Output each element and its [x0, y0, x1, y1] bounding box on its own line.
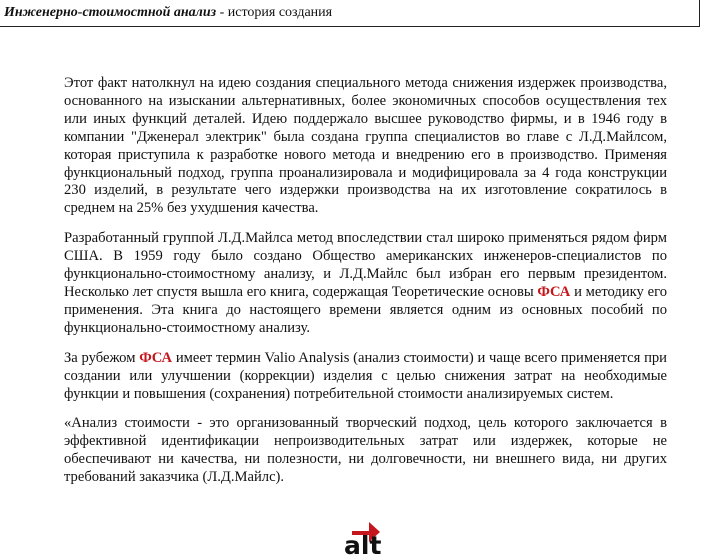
paragraph-4: «Анализ стоимости - это организованный творческий подход, цель которого заключается в эффективной идентификации непроизводительных затрат или издержек, которые не обеспечивают ни качества, ни полезности, ни долговечности, ни внешнего вида, ни других требований заказчика (Л.Д.Майлс).: [64, 415, 667, 486]
page-title-main: Инженерно-стоимостной анализ: [4, 5, 217, 20]
alt-logo: [338, 518, 382, 555]
main-text: [64, 75, 667, 499]
page-title: [4, 5, 332, 21]
alt-logo-graphic: [338, 518, 382, 555]
paragraph-2-text-a: Разработанный группой Л.Д.Майлса метод впоследствии стал широко применяться рядом фирм США. В 1959 году было создано Общество американских инженеров-специалистов по функционально-стоимостному анализу, и Л.Д.Майлс был избран его первым президентом. Несколько лет спустя вышла его книга, содержащая Теоретические основы: [64, 230, 667, 300]
page-title-subtitle: - история создания: [216, 5, 333, 20]
paragraph-3-text-b: имеет термин Valio Analysis (анализ стоимости) и чаще всего применяется при создании или улучшении (коррекции) изделия с целью снижения затрат на необходимые функции и повышения (сохранения) потребительной стоимости анализируемых систем.: [64, 349, 667, 402]
paragraph-2: [64, 230, 667, 337]
fca-term: ФСА: [537, 283, 571, 300]
paragraph-2-text-b: и методику его применения. Эта книга до настоящего времени является одним из основных пособий по функционально-стоимостному анализу.: [64, 283, 667, 336]
paragraph-3: [64, 350, 667, 404]
header-right-rule: [699, 0, 700, 26]
paragraph-1: Этот факт натолкнул на идею создания специального метода снижения издержек производства, основанного на изыскании альтернативных, более экономичных способов осуществления тех или иных функций деталей. Идею поддержало высшее руководство фирмы, и в 1946 году в компании "Дженерал электрик" была создана группа специалистов во главе с Л.Д.Майлсом, которая приступила к разработке нового метода и внедрению его в производство. Применяя функциональный подход, группа проанализировала и модифицировала за 4 года конструкции 230 изделий, в результате чего издержки производства на их изготовление сократилось в среднем на 25% без ухудшения качества.: [64, 75, 667, 217]
logo-text: alt: [344, 531, 382, 555]
fca-term: ФСА: [139, 349, 173, 366]
header-bar: [0, 0, 700, 27]
paragraph-3-text-a: За рубежом: [64, 349, 140, 366]
